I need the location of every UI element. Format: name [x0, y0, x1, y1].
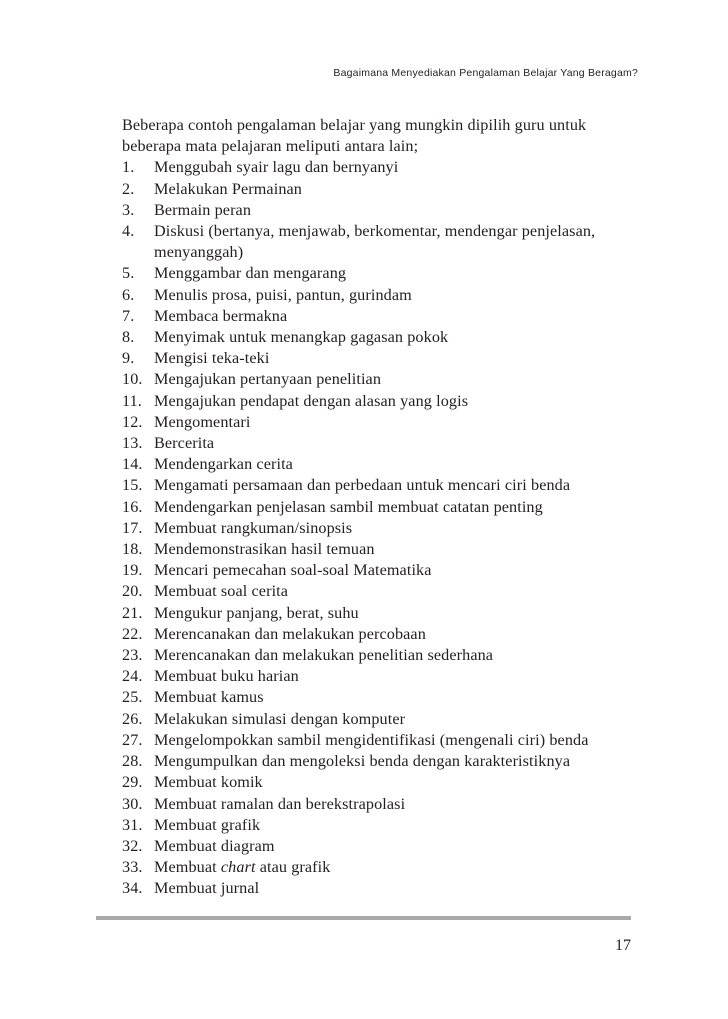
list-item-number: 20.: [122, 582, 143, 601]
page-number: 17: [615, 937, 631, 954]
list-item: [122, 285, 642, 306]
list-item-line: Mengomentari: [154, 412, 251, 431]
list-item-text: [154, 794, 642, 815]
list-item-number: 27.: [122, 730, 143, 749]
list-item-text: [154, 730, 642, 751]
list-item-line: Melakukan simulasi dengan komputer: [154, 709, 406, 728]
list-item-text: [154, 348, 642, 369]
list-item: [122, 603, 642, 624]
list-item: [122, 497, 642, 518]
list-item-number: 30.: [122, 794, 143, 813]
list-item: [122, 878, 642, 899]
list-item-line: Bermain peran: [154, 200, 252, 219]
list-item-line: Membuat buku harian: [154, 667, 299, 686]
list-item: [122, 263, 642, 284]
list-item-text: [154, 306, 642, 327]
list-item-number: 15.: [122, 476, 143, 495]
list-item: [122, 730, 642, 751]
list-item-line: menyanggah): [154, 243, 244, 262]
list-item-line: Membuat jurnal: [154, 879, 260, 898]
list-item-number: 24.: [122, 667, 143, 686]
list-item: [122, 221, 642, 263]
list-item-number: 33.: [122, 858, 143, 877]
list-item-line: Bercerita: [154, 434, 215, 453]
list-item: [122, 391, 642, 412]
list-item-number: 5.: [122, 264, 135, 283]
list-item-line: Mengamati persamaan dan perbedaan untuk mencari ciri benda: [154, 476, 571, 495]
list-item-line: Membuat rangkuman/sinopsis: [154, 518, 353, 537]
list-item-text: [154, 221, 642, 263]
list-item-line: Melakukan Permainan: [154, 179, 302, 198]
list-item: [122, 666, 642, 687]
list-item-text: [154, 878, 642, 899]
list-item-line: Diskusi (bertanya, menjawab, berkomentar, mendengar penjelasan,: [154, 222, 596, 241]
list-item-line: Menyimak untuk menangkap gagasan pokok: [154, 328, 449, 347]
list-item-number: 22.: [122, 624, 143, 643]
list-item-text: [154, 179, 642, 200]
list-item-line: Mengajukan pendapat dengan alasan yang logis: [154, 391, 469, 410]
list-item: [122, 645, 642, 666]
list-item-text: [154, 581, 642, 602]
list-item: [122, 687, 642, 708]
list-item: [122, 815, 642, 836]
list-item-text: [154, 666, 642, 687]
list-item-text: [154, 327, 642, 348]
list-item-number: 17.: [122, 518, 143, 537]
list-item-text: [154, 369, 642, 390]
list-item-line: Menggubah syair lagu dan bernyanyi: [154, 158, 399, 177]
list-item-number: 10.: [122, 370, 143, 389]
list-item-number: 14.: [122, 455, 143, 474]
list-item: [122, 369, 642, 390]
list-item-text: [154, 687, 642, 708]
list-item-number: 2.: [122, 179, 135, 198]
list-item-line: Membuat komik: [154, 773, 263, 792]
list-item-text: [154, 475, 642, 496]
list-item-number: 26.: [122, 709, 143, 728]
list-item-number: 23.: [122, 646, 143, 665]
list-item: [122, 709, 642, 730]
list-item-number: 8.: [122, 328, 135, 347]
list-item: [122, 772, 642, 793]
list-item-number: 31.: [122, 815, 143, 834]
list-item-number: 28.: [122, 752, 143, 771]
footer-rule: [96, 916, 631, 920]
list-item-line: Menulis prosa, puisi, pantun, gurindam: [154, 285, 412, 304]
list-item-text: [154, 200, 642, 221]
running-header: Bagaimana Menyediakan Pengalaman Belajar Yang Beragam?: [333, 67, 638, 79]
list-item: [122, 306, 642, 327]
learning-experience-list: [122, 157, 642, 899]
list-item-text: [154, 518, 642, 539]
list-item-line: Mengumpulkan dan mengoleksi benda dengan karakteristiknya: [154, 752, 571, 771]
list-item-text: [154, 560, 642, 581]
list-item-text: [154, 539, 642, 560]
list-item-number: 32.: [122, 836, 143, 855]
list-item-text: [154, 412, 642, 433]
list-item: [122, 751, 642, 772]
list-item-text: [154, 624, 642, 645]
list-item: [122, 200, 642, 221]
list-item-line: Membaca bermakna: [154, 306, 288, 325]
list-item: [122, 179, 642, 200]
list-item-number: 12.: [122, 412, 143, 431]
list-item: [122, 157, 642, 178]
list-item-number: 13.: [122, 434, 143, 453]
list-item-text: [154, 497, 642, 518]
list-item-line: Mendengarkan penjelasan sambil membuat catatan penting: [154, 497, 543, 516]
list-item: [122, 454, 642, 475]
list-item-line: Mendengarkan cerita: [154, 455, 293, 474]
list-item-text: [154, 751, 642, 772]
list-item-line: Mengelompokkan sambil mengidentifikasi (mengenali ciri) benda: [154, 730, 589, 749]
list-item-number: 34.: [122, 879, 143, 898]
list-item-line: Membuat soal cerita: [154, 582, 289, 601]
list-item-number: 21.: [122, 603, 143, 622]
list-item: [122, 412, 642, 433]
intro-paragraph: [122, 115, 642, 157]
list-item-line: Membuat ramalan dan berekstrapolasi: [154, 794, 406, 813]
list-item: [122, 433, 642, 454]
list-item-line: Mengisi teka-teki: [154, 349, 270, 368]
list-item: [122, 794, 642, 815]
list-item-text-part: atau grafik: [255, 858, 331, 877]
list-item-number: 3.: [122, 200, 135, 219]
list-item-number: 11.: [122, 391, 142, 410]
list-item-number: 18.: [122, 540, 143, 559]
list-item-line: Mengajukan pertanyaan penelitian: [154, 370, 382, 389]
list-item-number: 6.: [122, 285, 135, 304]
list-item-text: [154, 454, 642, 475]
list-item: [122, 624, 642, 645]
list-item-text: [154, 391, 642, 412]
list-item-emphasis: chart: [220, 858, 256, 877]
list-item-number: 29.: [122, 773, 143, 792]
intro-line: beberapa mata pelajaran meliputi antara lain;: [122, 137, 419, 156]
list-item-text: [154, 603, 642, 624]
list-item-text: [154, 433, 642, 454]
list-item-text: [154, 857, 642, 878]
list-item: [122, 475, 642, 496]
list-item-text: [154, 815, 642, 836]
list-item-line: Merencanakan dan melakukan percobaan: [154, 624, 426, 643]
list-item-text-part: Membuat: [154, 858, 221, 877]
list-item: [122, 581, 642, 602]
list-item-line: Mengukur panjang, berat, suhu: [154, 603, 359, 622]
list-item-number: 1.: [122, 158, 135, 177]
list-item-line: Membuat kamus: [154, 688, 264, 707]
list-item-line: Membuat grafik: [154, 815, 261, 834]
list-item: [122, 836, 642, 857]
list-item: [122, 857, 642, 878]
list-item-text: [154, 772, 642, 793]
list-item-number: 25.: [122, 688, 143, 707]
list-item-number: 9.: [122, 349, 135, 368]
list-item-line: Mencari pemecahan soal-soal Matematika: [154, 561, 432, 580]
list-item-text: [154, 645, 642, 666]
list-item-number: 4.: [122, 222, 135, 241]
list-item-number: 7.: [122, 306, 135, 325]
list-item: [122, 539, 642, 560]
list-item-line: Mendemonstrasikan hasil temuan: [154, 540, 375, 559]
list-item-text: [154, 263, 642, 284]
list-item-text: [154, 157, 642, 178]
intro-line: Beberapa contoh pengalaman belajar yang mungkin dipilih guru untuk: [122, 116, 587, 134]
list-item-text: [154, 836, 642, 857]
list-item-line: Merencanakan dan melakukan penelitian sederhana: [154, 646, 494, 665]
list-item: [122, 327, 642, 348]
list-item: [122, 560, 642, 581]
list-item-text: [154, 285, 642, 306]
list-item: [122, 348, 642, 369]
page-body: [122, 115, 642, 900]
list-item-text: [154, 709, 642, 730]
list-item-number: 16.: [122, 497, 143, 516]
list-item-number: 19.: [122, 561, 143, 580]
list-item: [122, 518, 642, 539]
list-item-line: Membuat diagram: [154, 836, 275, 855]
list-item-line: Menggambar dan mengarang: [154, 264, 347, 283]
